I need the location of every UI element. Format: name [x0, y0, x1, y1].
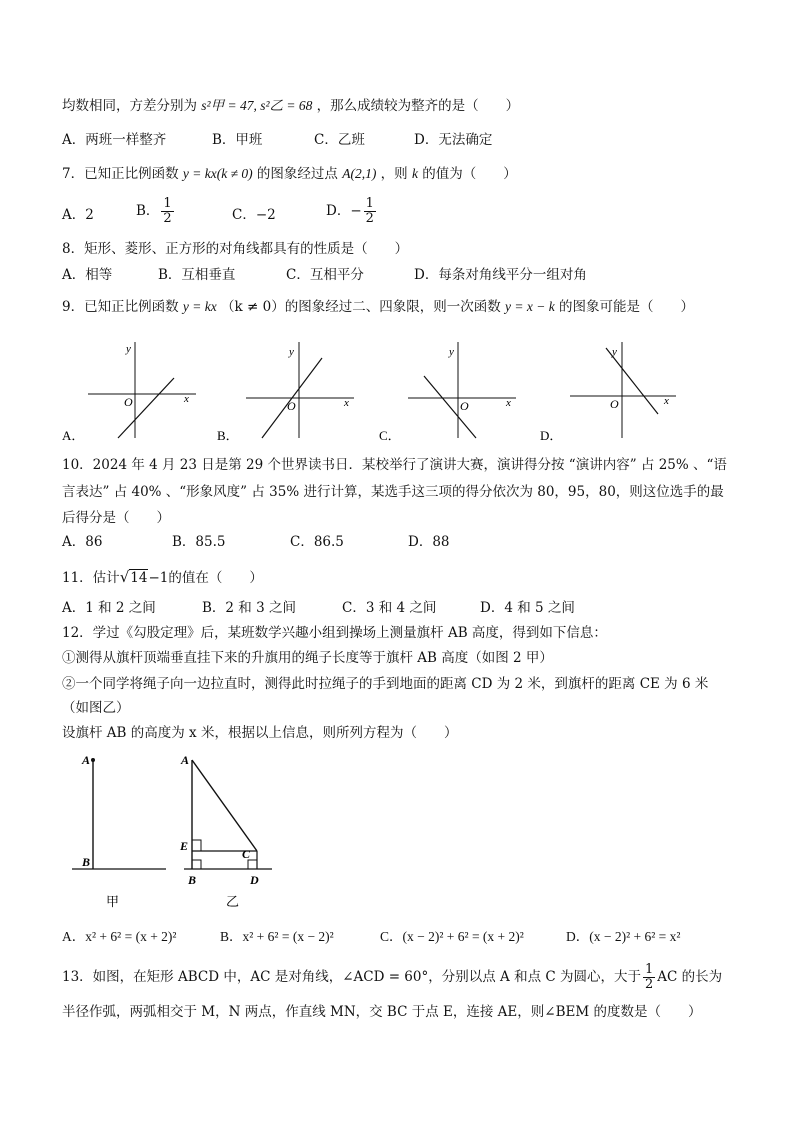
- q10-option-d[interactable]: D．88: [408, 534, 450, 550]
- q10-line2: 言表达” 占 40% 、“形象风度” 占 35% 进行计算，某选手这三项的得分依次为 80，95，80，则这位选手的最: [62, 484, 724, 500]
- q7-option-b-fraction: [161, 197, 173, 226]
- q9-d-axis-y: y: [612, 346, 617, 358]
- q7-stem: [62, 165, 517, 183]
- q12-line5: 设旗杆 AB 的高度为 x 米，根据以上信息，则所列方程为（ ）: [62, 725, 458, 741]
- q7-option-d[interactable]: [326, 197, 378, 226]
- q12-yi-label-d: D: [250, 873, 259, 887]
- q10-option-b[interactable]: B．85.5: [172, 534, 226, 550]
- q9-b-origin: O: [287, 399, 296, 413]
- q13-line1-b: AC 的长为: [657, 969, 723, 985]
- q12-line2: ①测得从旗杆顶端垂直挂下来的升旗用的绳子长度等于旗杆 AB 高度（如图 2 甲）: [62, 650, 553, 666]
- q6-variance-formula: s²甲 = 47, s²乙 = 68: [201, 98, 313, 113]
- q7-option-d-fraction: [364, 197, 376, 226]
- q9-a-axis-y: y: [126, 343, 131, 355]
- q9-c-axis-y: y: [449, 346, 454, 358]
- q7-d-num: 1: [365, 196, 374, 211]
- q9-b-axis-y: y: [289, 346, 294, 358]
- q13-line1-a: 13．如图，在矩形 ABCD 中，AC 是对角线，∠ACD = 60°，分别以点 A 和点 C 为圆心，大于: [62, 969, 641, 985]
- q9-a-axis-x: x: [184, 393, 189, 405]
- q9-formula2: y = x − k: [505, 299, 555, 314]
- q7-b-den: 2: [163, 211, 172, 226]
- q6-stem-text-b: ，那么成绩较为整齐的是（ ）: [316, 98, 520, 114]
- q7-b-num: 1: [163, 196, 172, 211]
- q6-option-c[interactable]: C．乙班: [314, 132, 365, 148]
- q9-a-origin: O: [124, 395, 133, 409]
- q11-stem-a: 11．估计: [62, 570, 120, 586]
- q7-stem-d: 的值为（ ）: [422, 166, 517, 182]
- q6-option-d[interactable]: D．无法确定: [414, 132, 493, 148]
- q9-d-axis-x: x: [664, 395, 669, 407]
- q9-graph-c[interactable]: [379, 342, 516, 443]
- q6-stem: [62, 97, 519, 115]
- q9-b-axis-x: x: [344, 397, 349, 409]
- q9-stem-c: 的图象可能是（ ）: [559, 299, 694, 315]
- q9-label-d: D．: [540, 428, 563, 443]
- q12-figure-jia: [72, 753, 166, 909]
- q12-jia-label-b: B: [82, 855, 91, 869]
- q12-jia-caption: 甲: [106, 894, 120, 909]
- q8-option-b[interactable]: B．互相垂直: [158, 267, 236, 283]
- q8-stem: 8．矩形、菱形、正方形的对角线都具有的性质是（ ）: [62, 241, 409, 257]
- q9-label-a: A．: [62, 428, 85, 443]
- q7-formula: y = kx(k ≠ 0): [182, 166, 253, 181]
- q12-yi-label-e: E: [180, 839, 189, 853]
- q12-yi-caption: 乙: [226, 894, 240, 909]
- q13-fraction: [643, 963, 655, 992]
- q12-figures: [0, 748, 794, 918]
- q9-graph-b[interactable]: [217, 342, 354, 443]
- q12-line4: （如图乙）: [62, 700, 130, 716]
- q9-graph-d[interactable]: [540, 342, 676, 443]
- q13-frac-num: 1: [644, 962, 654, 977]
- q12-line3: ②一个同学将绳子向一边拉直时，测得此时拉绳子的手到地面的距离 CD 为 2 米，到旗杆的距离 CE 为 6 米: [62, 676, 709, 692]
- q8-option-c[interactable]: C．互相平分: [286, 267, 364, 283]
- q6-stem-text-a: 均数相同，方差分别为: [62, 98, 197, 114]
- q9-formula: y = kx: [182, 299, 217, 314]
- q7-option-c[interactable]: C．−2: [232, 207, 276, 223]
- q10-line3: 后得分是（ ）: [62, 510, 170, 526]
- q12-yi-label-c: C: [242, 847, 251, 861]
- q7-point: A(2,1): [342, 166, 377, 181]
- q12-yi-label-a: A: [181, 753, 190, 767]
- q11-option-d[interactable]: D．4 和 5 之间: [480, 600, 575, 616]
- q9-graphs: [0, 330, 794, 450]
- q6-option-a[interactable]: A．两班一样整齐: [62, 132, 167, 148]
- q11-option-c[interactable]: C．3 和 4 之间: [342, 600, 437, 616]
- q11-option-b[interactable]: B．2 和 3 之间: [202, 600, 296, 616]
- q12-option-d[interactable]: D．(x − 2)² + 6² = x²: [566, 929, 681, 944]
- q11-option-a[interactable]: A．1 和 2 之间: [62, 600, 156, 616]
- q7-option-b[interactable]: [136, 197, 176, 226]
- q9-graph-a[interactable]: [62, 342, 196, 443]
- q7-d-den: 2: [365, 211, 374, 226]
- q12-line1: 12．学过《勾股定理》后，某班数学兴趣小组到操场上测量旗杆 AB 高度，得到如下信息：: [62, 625, 607, 641]
- q12-jia-label-a: A: [82, 753, 91, 767]
- q13-line1: [62, 963, 722, 992]
- q7-option-d-label: D．−: [326, 203, 362, 219]
- q9-label-c: C．: [379, 428, 401, 443]
- q9-c-origin: O: [460, 399, 469, 413]
- q7-stem-a: 7．已知正比例函数: [62, 166, 179, 182]
- q9-c-axis-x: x: [506, 397, 511, 409]
- q10-option-a[interactable]: A．86: [62, 534, 103, 550]
- q8-option-a[interactable]: A．相等: [62, 267, 113, 283]
- q12-figure-yi: [179, 753, 272, 909]
- q7-stem-c: ，则: [380, 166, 408, 182]
- q9-label-b: B．: [217, 428, 239, 443]
- q10-option-c[interactable]: C．86.5: [290, 534, 344, 550]
- q12-option-a[interactable]: A．x² + 6² = (x + 2)²: [62, 929, 177, 944]
- q12-option-c[interactable]: C．(x − 2)² + 6² = (x + 2)²: [380, 929, 524, 944]
- q11-stem-b: −1的值在（ ）: [148, 570, 263, 586]
- q13-line2: 半径作弧，两弧相交于 M，N 两点，作直线 MN，交 BC 于点 E，连接 AE，则∠BEM 的度数是（ ）: [62, 1004, 702, 1020]
- q9-d-origin: O: [610, 397, 619, 411]
- q11-stem: [62, 568, 263, 587]
- q13-frac-den: 2: [644, 977, 654, 992]
- q9-stem-a: 9．已知正比例函数: [62, 299, 179, 315]
- q12-option-b[interactable]: B．x² + 6² = (x − 2)²: [220, 929, 334, 944]
- q7-stem-b: 的图象经过点: [256, 166, 338, 182]
- q8-option-d[interactable]: D．每条对角线平分一组对角: [414, 267, 587, 283]
- q7-k: k: [411, 166, 418, 181]
- q9-stem: [62, 298, 694, 316]
- q11-radicand: 14: [130, 570, 148, 586]
- q10-line1: 10．2024 年 4 月 23 日是第 29 个世界读书日．某校举行了演讲大赛，演讲得分按 “演讲内容” 占 25% 、“语: [62, 457, 727, 473]
- q9-stem-b: （k ≠ 0）的图象经过二、四象限，则一次函数: [221, 299, 501, 315]
- q7-option-a[interactable]: A．2: [62, 207, 94, 223]
- q7-option-b-label: B．: [136, 203, 160, 219]
- q6-option-b[interactable]: B．甲班: [212, 132, 263, 148]
- sqrt-icon: √: [119, 568, 130, 586]
- q12-yi-label-b: B: [188, 873, 197, 887]
